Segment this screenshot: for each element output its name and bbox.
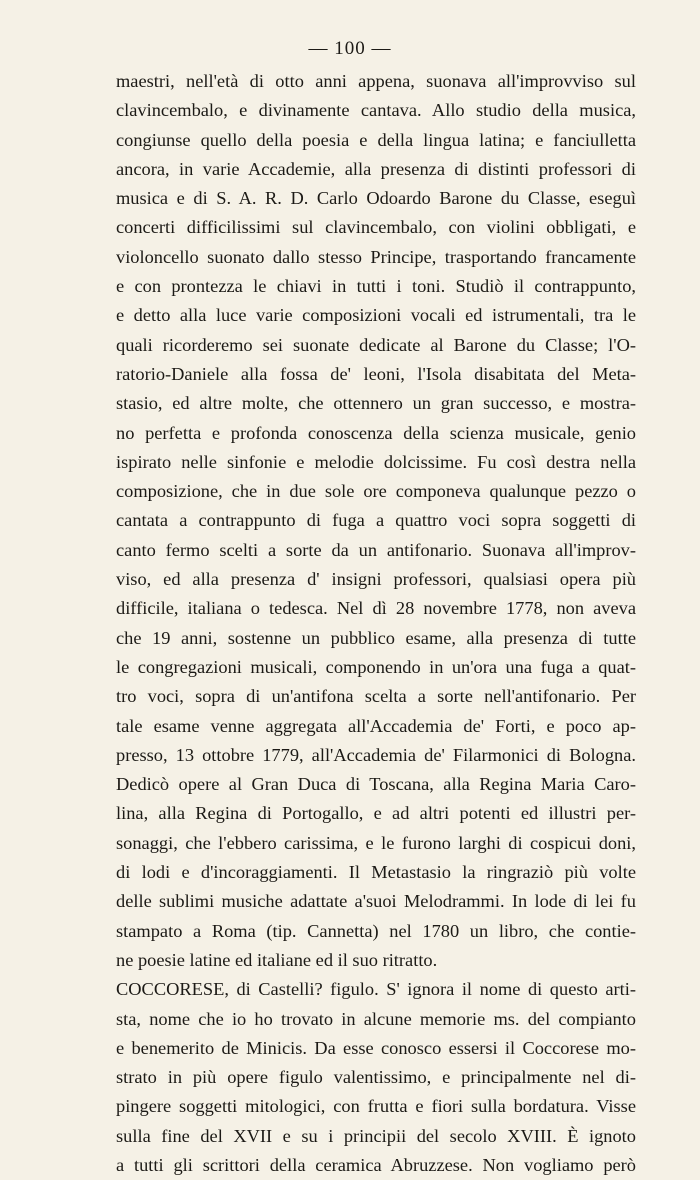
text-line: canto fermo scelti a sorte da un antifonario. Suonava all'improv-: [116, 539, 636, 560]
text-line: ne poesie latine ed italiane ed il suo ritratto.: [116, 949, 438, 970]
text-line: e con prontezza le chiavi in tutti i toni. Studiò il contrappunto,: [116, 276, 636, 297]
page-number: — 100 —: [308, 38, 392, 59]
text-line: musica e di S. A. R. D. Carlo Odoardo Barone du Classe, eseguì: [116, 188, 636, 209]
text-line: ancora, in varie Accademie, alla presenza di distinti professori di: [116, 158, 636, 179]
text-line: a tutti gli scrittori della ceramica Abruzzese. Non vogliamo però: [116, 1154, 636, 1175]
entry-heading-line: COCCORESE, di Castelli? figulo. S' ignora il nome di questo arti-: [116, 979, 636, 1000]
text-line: concerti difficilissimi sul clavincembalo, con violini obbligati, e: [116, 217, 636, 238]
text-line: stampato a Roma (tip. Cannetta) nel 1780 un libro, che contie-: [116, 920, 636, 941]
text-line: presso, 13 ottobre 1779, all'Accademia de' Filarmonici di Bologna.: [116, 744, 636, 765]
text-line: lina, alla Regina di Portogallo, e ad altri potenti ed illustri per-: [116, 803, 636, 824]
text-line: tro voci, sopra di un'antifona scelta a sorte nell'antifonario. Per: [116, 686, 636, 707]
text-line: sta, nome che io ho trovato in alcune memorie ms. del compianto: [116, 1008, 636, 1029]
text-line: ispirato nelle sinfonie e melodie dolcissime. Fu così destra nella: [116, 451, 636, 472]
text-line: difficile, italiana o tedesca. Nel dì 28 novembre 1778, non aveva: [116, 598, 636, 619]
text-line: stasio, ed altre molte, che ottennero un gran successo, e mostra-: [116, 393, 636, 414]
text-line: che 19 anni, sostenne un pubblico esame, alla presenza di tutte: [116, 627, 636, 648]
text-line: viso, ed alla presenza d' insigni professori, qualsiasi opera più: [116, 569, 636, 590]
text-line: violoncello suonato dallo stesso Principe, trasportando francamente: [116, 246, 636, 267]
text-line: sonaggi, che l'ebbero carissima, e le furono larghi di cospicui doni,: [116, 832, 636, 853]
body-text: [116, 67, 636, 1180]
text-line: delle sublimi musiche adattate a'suoi Melodrammi. In lode di lei fu: [116, 891, 636, 912]
text-line: e detto alla luce varie composizioni vocali ed istrumentali, tra le: [116, 305, 636, 326]
text-line: Dedicò opere al Gran Duca di Toscana, alla Regina Maria Caro-: [116, 774, 636, 795]
text-line: le congregazioni musicali, componendo in un'ora una fuga a quat-: [116, 656, 636, 677]
text-line: strato in più opere figulo valentissimo, e principalmente nel di-: [116, 1067, 636, 1088]
text-line: pingere soggetti mitologici, con frutta e fiori sulla bordatura. Visse: [116, 1096, 636, 1117]
text-line: tale esame venne aggregata all'Accademia de' Forti, e poco ap-: [116, 715, 636, 736]
text-line: sulla fine del XVII e su i principii del secolo XVIII. È ignoto: [116, 1125, 636, 1146]
text-line: no perfetta e profonda conoscenza della scienza musicale, genio: [116, 422, 636, 443]
text-line: e benemerito de Minicis. Da esse conosco essersi il Coccorese mo-: [116, 1037, 636, 1058]
text-line: composizione, che in due sole ore componeva qualunque pezzo o: [116, 481, 636, 502]
text-line: di lodi e d'incoraggiamenti. Il Metastasio la ringraziò più volte: [116, 862, 636, 883]
text-line: quali ricorderemo sei suonate dedicate al Barone du Classe; l'O-: [116, 334, 636, 355]
text-line: clavincembalo, e divinamente cantava. Allo studio della musica,: [116, 100, 636, 121]
text-line: maestri, nell'età di otto anni appena, suonava all'improvviso sul: [116, 71, 636, 91]
text-line: congiunse quello della poesia e della lingua latina; e fanciulletta: [116, 129, 636, 150]
text-line: ratorio-Daniele alla fossa de' leoni, l'Isola disabitata del Meta-: [116, 363, 636, 384]
text-line: cantata a contrappunto di fuga a quattro voci sopra soggetti di: [116, 510, 636, 531]
